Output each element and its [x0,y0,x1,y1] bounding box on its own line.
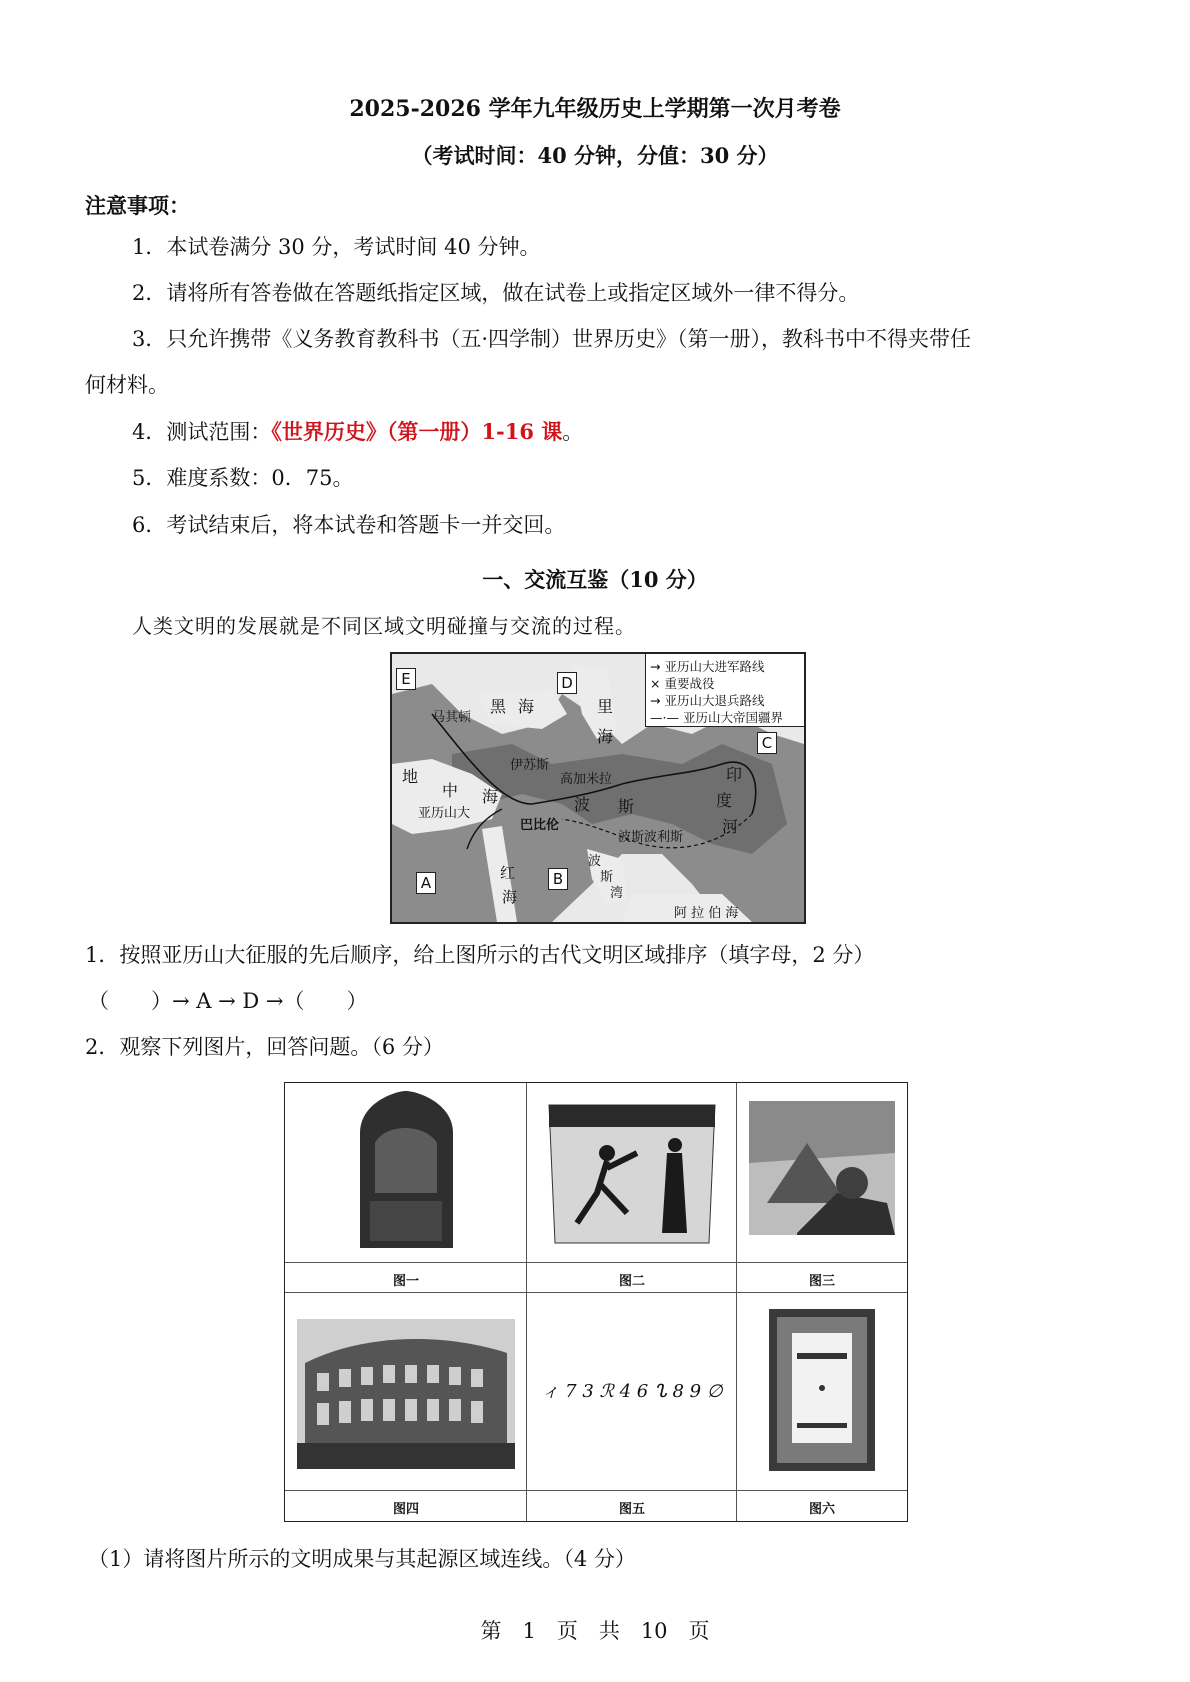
place-med-2: 中 [442,781,459,800]
caption-5: 图五 [618,1502,645,1517]
place-black-1: 黑 [490,697,507,716]
scope-label: 4．测试范围： [132,420,272,444]
place-babylon: 巴比伦 [520,818,560,833]
notice-item-3: 3．只允许携带《义务教育教科书（五·四学制）世界历史》（第一册），教科书中不得夹带任 [132,327,972,351]
notice-heading: 注意事项： [85,193,190,218]
caption-5-cell [527,1491,737,1521]
figure-2-cell [527,1083,737,1263]
figure-2-image [527,1083,737,1263]
caption-2-cell [527,1263,737,1293]
question-1: 1．按照亚历山大征服的先后顺序，给上图所示的古代文明区域排序（填字母，2 分） [85,943,875,967]
figure-3-cell [737,1083,907,1263]
place-persepolis: 波斯波利斯 [618,830,684,845]
figure-1-image [285,1083,527,1263]
place-arabian-sea: 阿 拉 伯 海 [674,906,739,921]
question-1-answer: （ ）→ A → D →（ ） [88,989,368,1013]
notice-item-5: 5．难度系数：0．75。 [132,466,354,490]
figure-6-cell [737,1293,907,1491]
map-legend [645,654,804,727]
figure-5-cell [527,1293,737,1491]
place-gulf-3: 湾 [610,886,624,901]
scope-highlight: 《世界历史》（第一册）1-16 课 [271,419,563,444]
place-persia-1: 波 [574,795,591,814]
place-caspian-1: 里 [597,697,614,716]
place-red-1: 红 [500,864,516,882]
region-label-c: C [757,732,777,754]
figure-4-image [285,1293,527,1491]
place-gulf-2: 斯 [600,870,614,885]
question-2: 2．观察下列图片，回答问题。（6 分） [85,1035,444,1059]
place-indus-3: 河 [722,817,739,836]
notice-item-6: 6．考试结束后，将本试卷和答题卡一并交回。 [132,513,566,537]
notice-item-1: 1．本试卷满分 30 分，考试时间 40 分钟。 [132,235,541,259]
place-indus-2: 度 [716,791,733,810]
caption-6-cell [737,1491,907,1521]
indian-numerals: ィ 7 3 ℛ 4 6 ᔐ 8 9 ∅ [541,1381,723,1402]
legend-retreat: → 亚历山大退兵路线 [650,693,765,708]
question-2-1: （1）请将图片所示的文明成果与其起源区域连线。（4 分） [88,1547,636,1571]
place-med-1: 地 [402,767,419,786]
caption-1: 图一 [392,1274,419,1289]
place-persia-2: 斯 [618,797,635,816]
legend-border: —·— 亚历山大帝国疆界 [650,710,783,725]
place-med-3: 海 [482,787,499,806]
caption-6: 图六 [808,1502,835,1517]
region-label-b: B [548,868,568,890]
caption-2: 图二 [618,1274,645,1289]
section-heading: 一、交流互鉴（10 分） [482,567,708,592]
figure-3-image [737,1083,907,1263]
notice-item-2: 2．请将所有答卷做在答题纸指定区域，做在试卷上或指定区域外一律不得分。 [132,281,860,305]
exam-title: 2025-2026 学年九年级历史上学期第一次月考卷 [349,96,841,122]
figure-1-cell [285,1083,527,1263]
region-label-a: A [416,872,436,894]
section-intro: 人类文明的发展就是不同区域文明碰撞与交流的过程。 [132,614,636,638]
place-gaugamela: 高加米拉 [560,772,613,787]
notice-item-4 [132,417,583,447]
notice-item-3-cont: 何材料。 [85,373,169,397]
figure-4-cell [285,1293,527,1491]
place-caspian-2: 海 [597,727,614,746]
scope-end: 。 [562,420,584,444]
alexander-map [390,652,806,924]
place-gulf-1: 波 [588,854,602,869]
figure-6-image [737,1293,907,1491]
caption-4-cell [285,1491,527,1521]
caption-1-cell [285,1263,527,1293]
place-issus: 伊苏斯 [510,758,550,773]
caption-4: 图四 [392,1502,419,1517]
place-red-2: 海 [502,888,518,906]
legend-battle: × 重要战役 [650,676,715,691]
figure-table [284,1082,908,1522]
exam-subtitle: （考试时间：40 分钟，分值：30 分） [411,143,779,168]
place-alexandria: 亚历山大 [418,806,471,821]
region-label-d: D [557,672,577,694]
caption-3: 图三 [808,1274,835,1289]
place-macedonia: 马其顿 [432,710,472,725]
legend-advance: → 亚历山大进军路线 [650,659,765,674]
place-indus-1: 印 [726,765,743,784]
page-footer: 第 1 页 共 10 页 [480,1619,710,1643]
region-label-e: E [396,668,416,690]
place-black-2: 海 [518,697,535,716]
caption-3-cell [737,1263,907,1293]
